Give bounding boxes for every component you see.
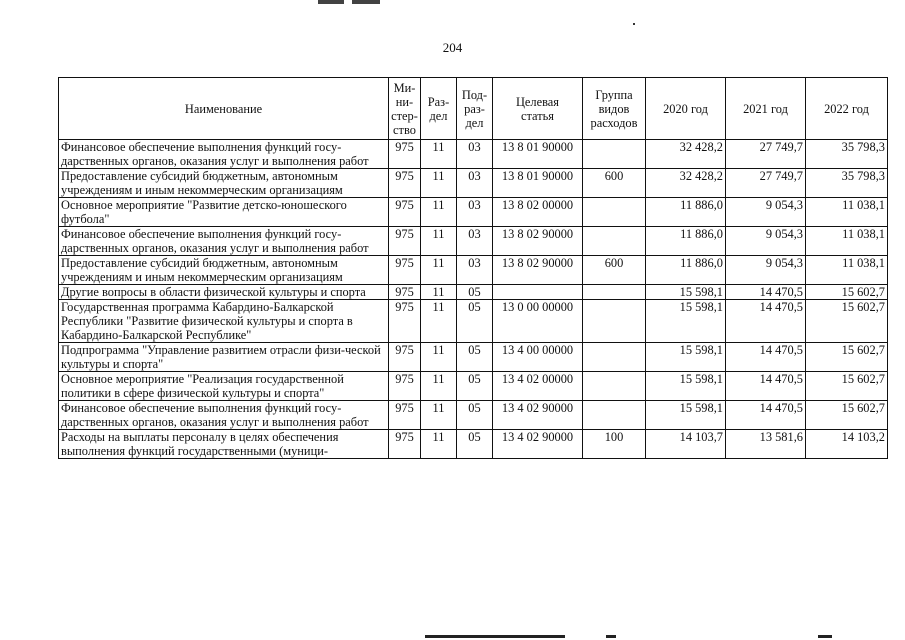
row-subsection: 05	[457, 300, 493, 343]
row-subsection: 03	[457, 227, 493, 256]
page-number: 204	[442, 40, 463, 55]
row-2022: 11 038,1	[806, 198, 888, 227]
table-body	[59, 140, 888, 459]
row-target: 13 8 01 90000	[493, 169, 583, 198]
row-2020: 14 103,7	[646, 430, 726, 459]
row-ministry: 975	[389, 401, 421, 430]
header-section: Раз- дел	[421, 78, 457, 140]
row-ministry: 975	[389, 198, 421, 227]
scan-dot	[633, 23, 635, 25]
row-group: 100	[583, 430, 646, 459]
row-2021: 14 470,5	[726, 343, 806, 372]
row-name: Предоставление субсидий бюджетным, автономным учреждениям и иным некоммерческим организациям	[59, 256, 389, 285]
row-2022: 14 103,2	[806, 430, 888, 459]
row-2022: 15 602,7	[806, 300, 888, 343]
row-2020: 11 886,0	[646, 227, 726, 256]
row-2021: 14 470,5	[726, 285, 806, 300]
budget-table	[58, 77, 888, 459]
row-2022: 35 798,3	[806, 169, 888, 198]
row-ministry: 975	[389, 300, 421, 343]
row-name: Подпрограмма "Управление развитием отрасли физи-ческой культуры и спорта"	[59, 343, 389, 372]
table-row	[59, 300, 888, 343]
table-header-row	[59, 78, 888, 140]
row-section: 11	[421, 372, 457, 401]
row-group: 600	[583, 256, 646, 285]
scan-artifact-top	[318, 0, 380, 4]
row-target: 13 4 02 90000	[493, 430, 583, 459]
row-subsection: 05	[457, 401, 493, 430]
row-subsection: 03	[457, 198, 493, 227]
row-2020: 32 428,2	[646, 140, 726, 169]
table-row	[59, 140, 888, 169]
row-section: 11	[421, 140, 457, 169]
row-target: 13 8 02 90000	[493, 256, 583, 285]
row-target: 13 8 02 00000	[493, 198, 583, 227]
row-2021: 27 749,7	[726, 140, 806, 169]
row-subsection: 05	[457, 343, 493, 372]
table-row	[59, 285, 888, 300]
row-2020: 11 886,0	[646, 256, 726, 285]
table-row	[59, 401, 888, 430]
table-row	[59, 256, 888, 285]
header-2020: 2020 год	[646, 78, 726, 140]
row-group	[583, 285, 646, 300]
table-row	[59, 227, 888, 256]
row-name: Другие вопросы в области физической культуры и спорта	[59, 285, 389, 300]
row-subsection: 05	[457, 285, 493, 300]
row-2021: 9 054,3	[726, 198, 806, 227]
row-section: 11	[421, 430, 457, 459]
row-2022: 15 602,7	[806, 372, 888, 401]
row-target: 13 8 01 90000	[493, 140, 583, 169]
row-group	[583, 140, 646, 169]
row-ministry: 975	[389, 227, 421, 256]
row-section: 11	[421, 198, 457, 227]
row-2022: 11 038,1	[806, 227, 888, 256]
row-section: 11	[421, 256, 457, 285]
row-target: 13 4 02 00000	[493, 372, 583, 401]
row-ministry: 975	[389, 372, 421, 401]
row-2021: 9 054,3	[726, 227, 806, 256]
row-subsection: 03	[457, 256, 493, 285]
row-section: 11	[421, 227, 457, 256]
row-2022: 35 798,3	[806, 140, 888, 169]
row-group	[583, 198, 646, 227]
row-ministry: 975	[389, 256, 421, 285]
row-group: 600	[583, 169, 646, 198]
row-name: Основное мероприятие "Развитие детско-юношеского футбола"	[59, 198, 389, 227]
row-2021: 27 749,7	[726, 169, 806, 198]
scan-artifact-bottom	[818, 635, 832, 638]
row-2022: 15 602,7	[806, 285, 888, 300]
header-name: Наименование	[59, 78, 389, 140]
row-section: 11	[421, 300, 457, 343]
row-group	[583, 401, 646, 430]
header-target: Целевая статья	[493, 78, 583, 140]
row-2021: 14 470,5	[726, 401, 806, 430]
row-group	[583, 300, 646, 343]
row-name: Предоставление субсидий бюджетным, автономным учреждениям и иным некоммерческим организациям	[59, 169, 389, 198]
row-name: Финансовое обеспечение выполнения функций госу-дарственных органов, оказания услуг и выполнения работ	[59, 140, 389, 169]
header-2022: 2022 год	[806, 78, 888, 140]
row-target: 13 4 02 90000	[493, 401, 583, 430]
row-section: 11	[421, 401, 457, 430]
row-name: Финансовое обеспечение выполнения функций госу-дарственных органов, оказания услуг и выполнения работ	[59, 401, 389, 430]
row-ministry: 975	[389, 343, 421, 372]
row-section: 11	[421, 343, 457, 372]
row-target: 13 4 00 00000	[493, 343, 583, 372]
row-section: 11	[421, 169, 457, 198]
row-target	[493, 285, 583, 300]
scan-artifact-bottom	[606, 635, 616, 638]
row-group	[583, 343, 646, 372]
row-ministry: 975	[389, 140, 421, 169]
row-subsection: 05	[457, 372, 493, 401]
row-target: 13 0 00 00000	[493, 300, 583, 343]
row-2021: 14 470,5	[726, 300, 806, 343]
table-row	[59, 343, 888, 372]
row-ministry: 975	[389, 169, 421, 198]
table-row	[59, 372, 888, 401]
row-2021: 9 054,3	[726, 256, 806, 285]
row-section: 11	[421, 285, 457, 300]
header-2021: 2021 год	[726, 78, 806, 140]
row-name: Государственная программа Кабардино-Балкарской Республики "Развитие физической культуры и спорта в Кабардино-Балкарской Республике"	[59, 300, 389, 343]
row-group	[583, 372, 646, 401]
row-ministry: 975	[389, 430, 421, 459]
row-2021: 14 470,5	[726, 372, 806, 401]
row-2020: 15 598,1	[646, 300, 726, 343]
row-ministry: 975	[389, 285, 421, 300]
header-ministry: Ми- ни- стер- ство	[389, 78, 421, 140]
row-subsection: 03	[457, 140, 493, 169]
row-2022: 11 038,1	[806, 256, 888, 285]
row-2021: 13 581,6	[726, 430, 806, 459]
row-2020: 32 428,2	[646, 169, 726, 198]
row-2022: 15 602,7	[806, 343, 888, 372]
row-name: Основное мероприятие "Реализация государственной политики в сфере физической культуры и спорта"	[59, 372, 389, 401]
header-subsection: Под- раз- дел	[457, 78, 493, 140]
row-2020: 15 598,1	[646, 401, 726, 430]
row-subsection: 05	[457, 430, 493, 459]
scan-artifact-bottom	[425, 635, 565, 638]
row-group	[583, 227, 646, 256]
row-2020: 15 598,1	[646, 285, 726, 300]
table-row	[59, 198, 888, 227]
row-subsection: 03	[457, 169, 493, 198]
row-name: Финансовое обеспечение выполнения функций госу-дарственных органов, оказания услуг и выполнения работ	[59, 227, 389, 256]
row-2020: 11 886,0	[646, 198, 726, 227]
row-name: Расходы на выплаты персоналу в целях обеспечения выполнения функций государственными (муници-	[59, 430, 389, 459]
row-2022: 15 602,7	[806, 401, 888, 430]
table-row	[59, 169, 888, 198]
table-row	[59, 430, 888, 459]
row-2020: 15 598,1	[646, 372, 726, 401]
row-2020: 15 598,1	[646, 343, 726, 372]
row-target: 13 8 02 90000	[493, 227, 583, 256]
header-group: Группа видов расходов	[583, 78, 646, 140]
